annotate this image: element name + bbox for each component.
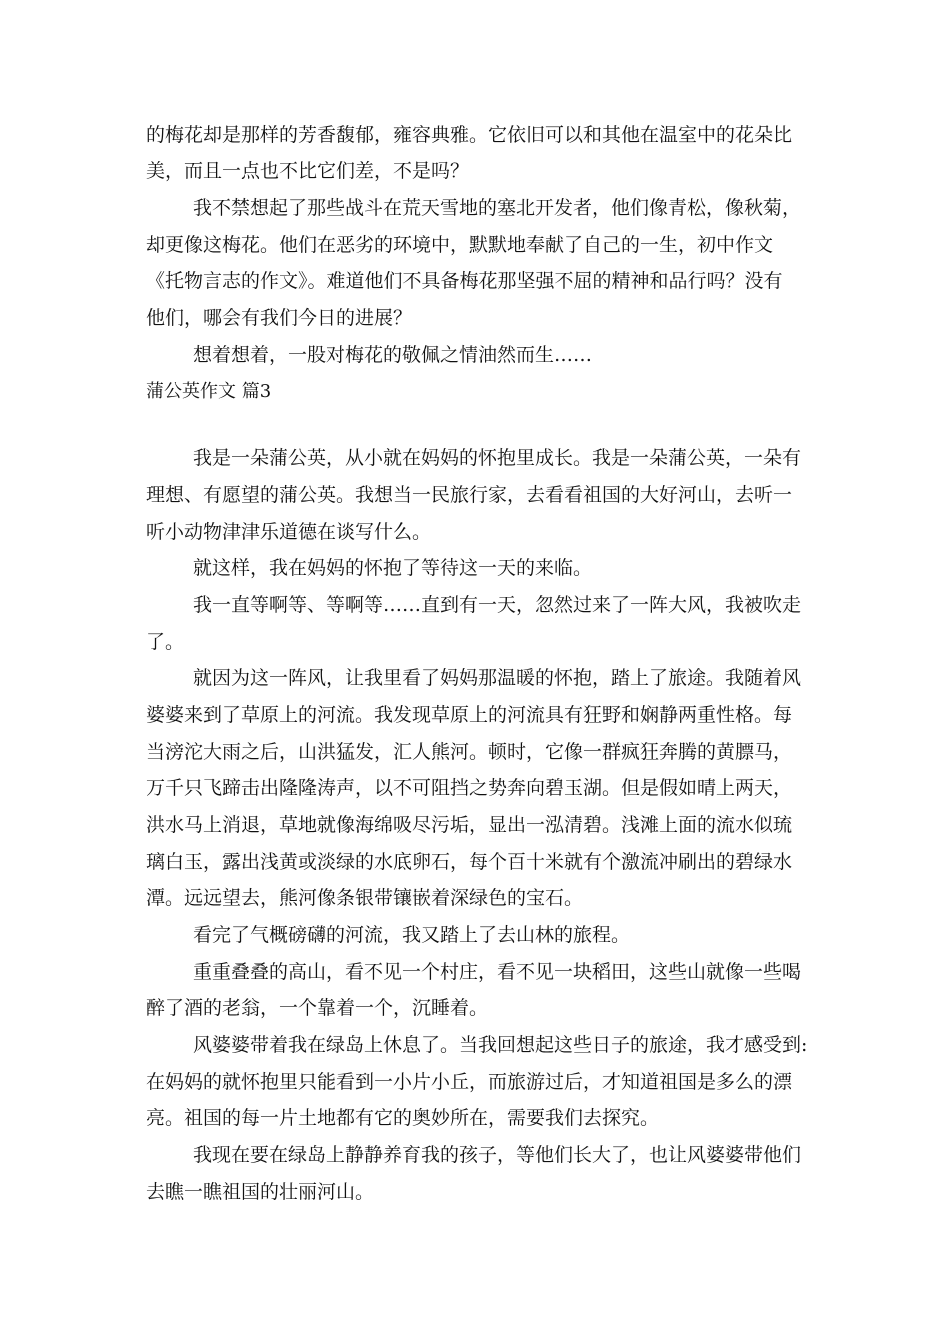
text-line: 他们，哪会有我们今日的进展？: [146, 307, 413, 329]
text-line: 美，而且一点也不比它们差，不是吗？: [146, 160, 470, 182]
text-line: 听小动物津津乐道德在谈写什么。: [146, 521, 432, 543]
text-line: 就这样，我在妈妈的怀抱了等待这一天的来临。: [193, 557, 593, 579]
text-line: 潭。远远望去，熊河像条银带镶嵌着深绿色的宝石。: [146, 887, 584, 909]
text-line: 我一直等啊等、等啊等……直到有一天，忽然过来了一阵大风，我被吹走: [193, 594, 802, 616]
text-line: 想着想着，一股对梅花的敬佩之情油然而生……: [193, 344, 593, 366]
text-line: 就因为这一阵风，让我里看了妈妈那温暖的怀抱，踏上了旅途。我随着风: [193, 667, 802, 689]
text-line: 去瞧一瞧祖国的壮丽河山。: [146, 1181, 375, 1203]
text-line: 婆婆来到了草原上的河流。我发现草原上的河流具有狂野和娴静两重性格。每: [146, 704, 793, 726]
text-line: 却更像这梅花。他们在恶劣的环境中，默默地奉献了自己的一生，初中作文: [146, 234, 774, 256]
text-line: 我是一朵蒲公英，从小就在妈妈的怀抱里成长。我是一朵蒲公英，一朵有: [193, 447, 802, 469]
text-line: 在妈妈的就怀抱里只能看到一小片小丘，而旅游过后，才知道祖国是多么的漂: [146, 1071, 793, 1093]
text-line: 当滂沱大雨之后，山洪猛发，汇人熊河。顿时，它像一群疯狂奔腾的黄膘马，: [146, 741, 793, 763]
text-line: 了。: [146, 631, 185, 653]
text-line: 理想、有愿望的蒲公英。我想当一民旅行家，去看看祖国的大好河山，去听一: [146, 484, 793, 506]
text-line: 《托物言志的作文》。难道他们不具备梅花那坚强不屈的精神和品行吗？没有: [146, 270, 783, 292]
text-line: 重重叠叠的高山，看不见一个村庄，看不见一块稻田，这些山就像一些喝: [193, 961, 802, 983]
text-line: 万千只飞蹄击出隆隆涛声，以不可阻挡之势奔向碧玉湖。但是假如晴上两天，: [146, 777, 793, 799]
text-line: 看完了气概磅礴的河流，我又踏上了去山林的旅程。: [193, 924, 631, 946]
text-line: 的梅花却是那样的芳香馥郁，雍容典雅。它依旧可以和其他在温室中的花朵比: [146, 124, 793, 146]
text-line: 洪水马上消退，草地就像海绵吸尽污垢，显出一泓清碧。浅滩上面的流水似琉: [146, 814, 793, 836]
text-line: 醉了酒的老翁，一个靠着一个，沉睡着。: [146, 997, 489, 1019]
section-heading: 蒲公英作文 篇3: [146, 381, 272, 402]
text-line: 风婆婆带着我在绿岛上休息了。当我回想起这些日子的旅途，我才感受到:: [193, 1034, 808, 1056]
text-line: 璃白玉，露出浅黄或淡绿的水底卵石，每个百十米就有个激流冲刷出的碧绿水: [146, 851, 793, 873]
text-line: 亮。祖国的每一片土地都有它的奥妙所在，需要我们去探究。: [146, 1107, 660, 1129]
text-line: 我现在要在绿岛上静静养育我的孩子，等他们长大了，也让风婆婆带他们: [193, 1144, 802, 1166]
text-line: 我不禁想起了那些战斗在荒天雪地的塞北开发者，他们像青松，像秋菊，: [193, 197, 802, 219]
